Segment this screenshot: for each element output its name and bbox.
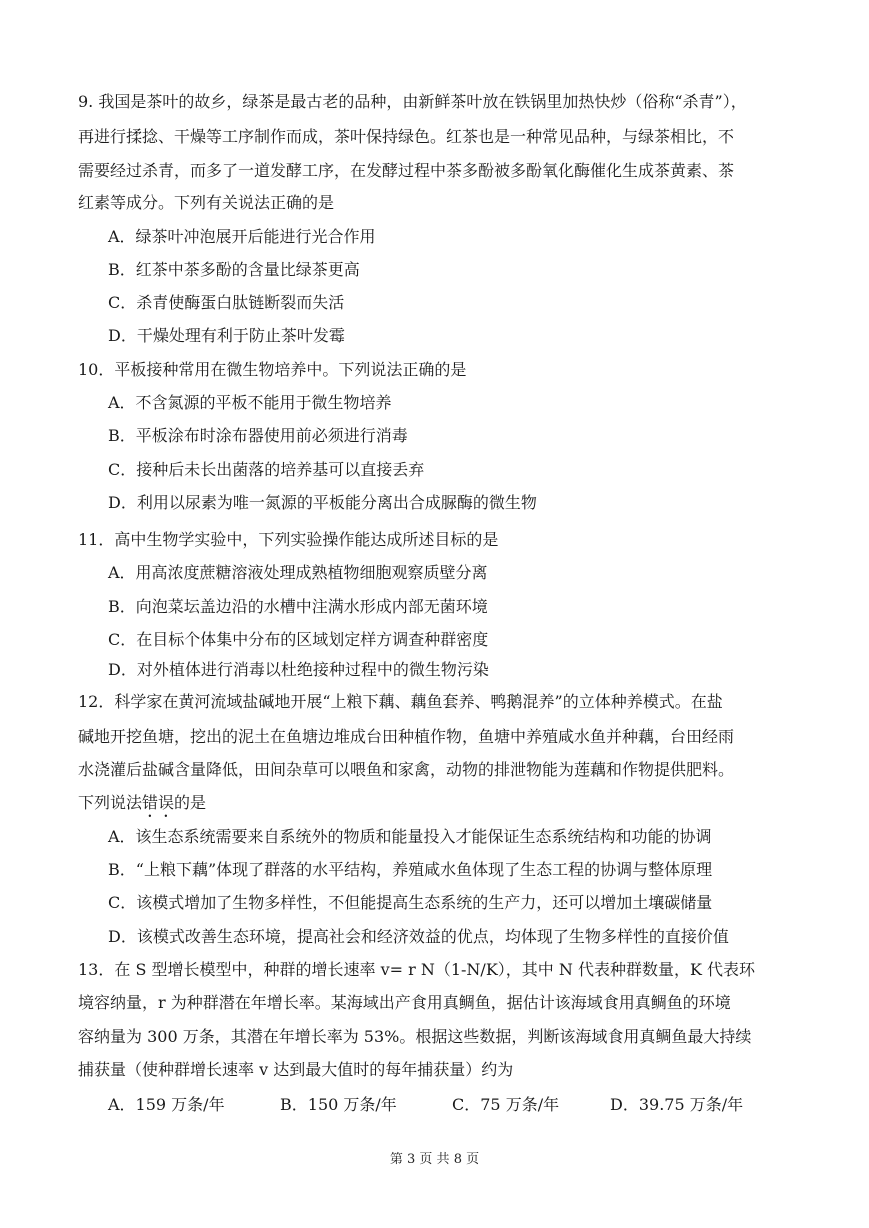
- q13-option-d: D．39.75 万条/年: [610, 1095, 744, 1114]
- q10-option-b: B．平板涂布时涂布器使用前必须进行消毒: [108, 426, 408, 445]
- q9-stem-line-2: 再进行揉捻、干燥等工序制作而成，茶叶保持绿色。红茶也是一种常见品种，与绿茶相比，不: [78, 127, 735, 146]
- q12-stem-prefix: 下列说法: [78, 793, 143, 812]
- q12-option-d: D．该模式改善生态环境，提高社会和经济效益的优点，均体现了生物多样性的直接价值: [108, 927, 729, 946]
- q13-option-a: A．159 万条/年: [108, 1095, 225, 1114]
- q10-stem: 10．平板接种常用在微生物培养中。下列说法正确的是: [78, 360, 467, 379]
- q11-option-c: C．在目标个体集中分布的区域划定样方调查种群密度: [108, 630, 489, 649]
- page-footer: 第 3 页 共 8 页: [389, 1152, 480, 1167]
- q12-stem-line-2: 碱地开挖鱼塘，挖出的泥土在鱼塘边堆成台田种植作物，鱼塘中养殖咸水鱼并种藕，台田经雨: [78, 727, 735, 746]
- q13-options-row: [108, 1092, 808, 1112]
- q12-stem-emphasis: 错误: [142, 793, 175, 812]
- q11-option-b: B．向泡菜坛盖边沿的水槽中注满水形成内部无菌环境: [108, 597, 488, 616]
- q11-stem: 11．高中生物学实验中，下列实验操作能达成所述目标的是: [78, 530, 499, 549]
- q13-stem-line-3: 容纳量为 300 万条，其潜在年增长率为 53%。根据这些数据，判断该海域食用真鲷鱼最大持续: [78, 1027, 752, 1046]
- q9-option-a: A．绿茶叶冲泡展开后能进行光合作用: [108, 227, 376, 246]
- q12-option-c: C．该模式增加了生物多样性，不但能提高生态系统的生产力，还可以增加土壤碳储量: [108, 893, 713, 912]
- q13-stem-line-4: 捕获量（使种群增长速率 v 达到最大值时的每年捕获量）约为: [78, 1060, 514, 1079]
- q12-stem-suffix: 的是: [174, 793, 207, 812]
- q12-stem-line-1: 12．科学家在黄河流域盐碱地开展“上粮下藕、藕鱼套养、鸭鹅混养”的立体种养模式。在盐: [78, 692, 723, 711]
- q13-stem-line-1: 13．在 S 型增长模型中，种群的增长速率 v= r N（1-N/K），其中 N 代表种群数量，K 代表环: [78, 960, 755, 979]
- q9-stem-line-4: 红素等成分。下列有关说法正确的是: [78, 193, 335, 212]
- q13-option-b: B．150 万条/年: [280, 1095, 397, 1114]
- q11-option-a: A．用高浓度蔗糖溶液处理成熟植物细胞观察质壁分离: [108, 563, 488, 582]
- q13-option-c: C．75 万条/年: [452, 1095, 560, 1114]
- q9-stem-line-1: 9. 我国是茶叶的故乡，绿茶是最古老的品种，由新鲜茶叶放在铁锅里加热快炒（俗称“杀青”），: [78, 92, 747, 111]
- q9-option-b: B．红茶中茶多酚的含量比绿茶更高: [108, 260, 360, 279]
- q12-option-a: A．该生态系统需要来自系统外的物质和能量投入才能保证生态系统结构和功能的协调: [108, 827, 712, 846]
- q10-option-c: C．接种后未长出菌落的培养基可以直接丢弃: [108, 460, 425, 479]
- q9-option-d: D．干燥处理有利于防止茶叶发霉: [108, 326, 345, 345]
- q12-stem-line-4: [78, 793, 818, 821]
- q12-option-b: B．“上粮下藕”体现了群落的水平结构，养殖咸水鱼体现了生态工程的协调与整体原理: [108, 860, 713, 879]
- q12-stem-line-3: 水浇灌后盐碱含量降低，田间杂草可以喂鱼和家禽，动物的排泄物能为莲藕和作物提供肥料。: [78, 760, 735, 779]
- q10-option-d: D．利用以尿素为唯一氮源的平板能分离出合成脲酶的微生物: [108, 493, 537, 512]
- q9-option-c: C．杀青使酶蛋白肽链断裂而失活: [108, 293, 345, 312]
- q9-stem-line-3: 需要经过杀青，而多了一道发酵工序，在发酵过程中茶多酚被多酚氧化酶催化生成茶黄素、茶: [78, 161, 735, 180]
- q13-stem-line-2: 境容纳量，r 为种群潜在年增长率。某海域出产食用真鲷鱼，据估计该海域食用真鲷鱼的环境: [78, 993, 731, 1012]
- q10-option-a: A．不含氮源的平板不能用于微生物培养: [108, 393, 392, 412]
- q11-option-d: D．对外植体进行消毒以杜绝接种过程中的微生物污染: [108, 660, 489, 679]
